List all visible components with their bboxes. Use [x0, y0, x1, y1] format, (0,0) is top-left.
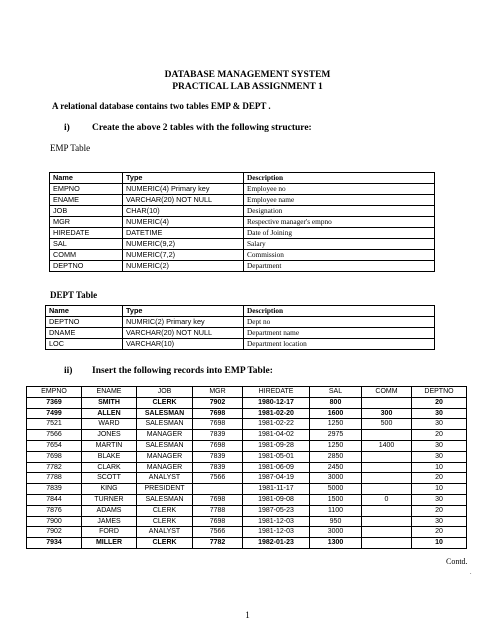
emp-structure-row: [50, 261, 435, 272]
header-type: Type: [123, 173, 244, 184]
cell-job: SALESMAN: [137, 408, 193, 419]
cell-empno: 7698: [27, 451, 82, 462]
cell-job: ANALYST: [137, 527, 193, 538]
cell-ename: FORD: [82, 527, 137, 538]
cell-name: MGR: [50, 217, 123, 228]
emp-table-caption: EMP Table: [50, 143, 91, 153]
header-description: Description: [244, 306, 435, 317]
table-row: [27, 419, 467, 430]
cell-job: SALESMAN: [137, 440, 193, 451]
cell-type: NUMERIC(4) Primary key: [123, 184, 244, 195]
cell-deptno: 30: [412, 494, 467, 505]
dept-structure-header-row: [46, 306, 435, 317]
col-mgr: MGR: [193, 387, 243, 398]
page-number: 1: [245, 610, 250, 620]
cell-deptno: 30: [412, 516, 467, 527]
cell-type: NUMRIC(2) Primary key: [123, 317, 244, 328]
cell-deptno: 30: [412, 440, 467, 451]
emp-structure-table: [49, 172, 435, 272]
cell-sal: 1300: [310, 538, 362, 549]
cell-mgr: 7839: [193, 462, 243, 473]
cell-ename: ALLEN: [82, 408, 137, 419]
cell-deptno: 30: [412, 451, 467, 462]
table-row: [27, 538, 467, 549]
table-row: [27, 430, 467, 441]
cell-empno: 7876: [27, 505, 82, 516]
cell-name: JOB: [50, 206, 123, 217]
cell-empno: 7782: [27, 462, 82, 473]
cell-hiredate: 1987-05-23: [243, 505, 310, 516]
cell-hiredate: 1987-04-19: [243, 473, 310, 484]
cell-mgr: 7698: [193, 408, 243, 419]
cell-comm: [362, 527, 412, 538]
dept-structure-row: [46, 328, 435, 339]
dept-table-caption: DEPT Table: [50, 290, 98, 300]
cell-comm: [362, 397, 412, 408]
emp-structure-header-row: [50, 173, 435, 184]
col-comm: COMM: [362, 387, 412, 398]
col-ename: ENAME: [82, 387, 137, 398]
step-1-number: i): [64, 123, 70, 133]
cell-comm: [362, 462, 412, 473]
cell-mgr: 7566: [193, 527, 243, 538]
cell-deptno: 30: [412, 408, 467, 419]
cell-hiredate: 1981-04-02: [243, 430, 310, 441]
table-row: [27, 451, 467, 462]
cell-sal: 1600: [310, 408, 362, 419]
cell-mgr: 7698: [193, 419, 243, 430]
cell-deptno: 10: [412, 538, 467, 549]
table-row: [27, 527, 467, 538]
cell-name: SAL: [50, 239, 123, 250]
cell-description: Department location: [244, 339, 435, 350]
cell-comm: 500: [362, 419, 412, 430]
cell-empno: 7521: [27, 419, 82, 430]
cell-empno: 7900: [27, 516, 82, 527]
cell-sal: 3000: [310, 527, 362, 538]
cell-type: NUMERIC(7,2): [123, 250, 244, 261]
cell-deptno: 20: [412, 430, 467, 441]
cell-description: Date of Joining: [244, 228, 435, 239]
cell-deptno: 30: [412, 419, 467, 430]
cell-hiredate: 1981-06-09: [243, 462, 310, 473]
document-title-line2: PRACTICAL LAB ASSIGNMENT 1: [172, 82, 323, 92]
cell-comm: 0: [362, 494, 412, 505]
table-row: [27, 473, 467, 484]
cell-mgr: 7839: [193, 451, 243, 462]
table-row: [27, 397, 467, 408]
table-row: [27, 505, 467, 516]
cell-hiredate: 1981-02-22: [243, 419, 310, 430]
cell-hiredate: 1981-12-03: [243, 527, 310, 538]
emp-structure-row: [50, 250, 435, 261]
cell-description: Employee no: [244, 184, 435, 195]
cell-ename: JONES: [82, 430, 137, 441]
cell-type: CHAR(10): [123, 206, 244, 217]
cell-comm: [362, 430, 412, 441]
cell-sal: 2850: [310, 451, 362, 462]
cell-name: COMM: [50, 250, 123, 261]
cell-comm: [362, 451, 412, 462]
table-row: [27, 484, 467, 495]
cell-empno: 7934: [27, 538, 82, 549]
col-empno: EMPNO: [27, 387, 82, 398]
step-2-text: Insert the following records into EMP Table:: [92, 366, 273, 376]
cell-description: Employee name: [244, 195, 435, 206]
cell-sal: 1100: [310, 505, 362, 516]
cell-description: Respective manager's empno: [244, 217, 435, 228]
dept-structure-row: [46, 339, 435, 350]
cell-deptno: 10: [412, 462, 467, 473]
cell-comm: 1400: [362, 440, 412, 451]
cell-sal: 2975: [310, 430, 362, 441]
cell-type: NUMERIC(4): [123, 217, 244, 228]
cell-job: CLERK: [137, 516, 193, 527]
cell-mgr: 7839: [193, 430, 243, 441]
emp-records-table: [26, 386, 467, 549]
cell-ename: BLAKE: [82, 451, 137, 462]
dept-structure-table: [45, 305, 435, 350]
table-row: [27, 494, 467, 505]
document-title-line1: DATABASE MANAGEMENT SYSTEM: [164, 70, 331, 80]
emp-structure-row: [50, 217, 435, 228]
cell-ename: KING: [82, 484, 137, 495]
cell-mgr: 7566: [193, 473, 243, 484]
cell-job: SALESMAN: [137, 419, 193, 430]
cell-ename: MARTIN: [82, 440, 137, 451]
cell-type: DATETIME: [123, 228, 244, 239]
emp-structure-row: [50, 228, 435, 239]
cell-hiredate: 1981-02-20: [243, 408, 310, 419]
cell-mgr: 7902: [193, 397, 243, 408]
cell-hiredate: 1981-05-01: [243, 451, 310, 462]
cell-name: EMPNO: [50, 184, 123, 195]
step-1-text: Create the above 2 tables with the following structure:: [92, 123, 312, 133]
cell-job: CLERK: [137, 538, 193, 549]
cell-comm: [362, 516, 412, 527]
cell-type: NUMERIC(2): [123, 261, 244, 272]
cell-ename: SCOTT: [82, 473, 137, 484]
cell-description: Department: [244, 261, 435, 272]
cell-sal: 2450: [310, 462, 362, 473]
col-sal: SAL: [310, 387, 362, 398]
cell-empno: 7654: [27, 440, 82, 451]
cell-mgr: [193, 484, 243, 495]
cell-ename: MILLER: [82, 538, 137, 549]
cell-hiredate: 1981-11-17: [243, 484, 310, 495]
cell-description: Commission: [244, 250, 435, 261]
cell-comm: 300: [362, 408, 412, 419]
step-2-number: ii): [64, 366, 73, 376]
cell-empno: 7788: [27, 473, 82, 484]
cell-type: NUMERIC(9,2): [123, 239, 244, 250]
cell-sal: 950: [310, 516, 362, 527]
header-name: Name: [50, 173, 123, 184]
cell-hiredate: 1981-09-28: [243, 440, 310, 451]
emp-structure-row: [50, 195, 435, 206]
cell-mgr: 7698: [193, 494, 243, 505]
cell-comm: [362, 538, 412, 549]
cell-mgr: 7698: [193, 440, 243, 451]
cell-name: ENAME: [50, 195, 123, 206]
cell-name: DEPTNO: [50, 261, 123, 272]
cell-hiredate: 1982-01-23: [243, 538, 310, 549]
cell-job: MANAGER: [137, 430, 193, 441]
cell-job: PRESIDENT: [137, 484, 193, 495]
cell-empno: 7844: [27, 494, 82, 505]
cell-sal: 5000: [310, 484, 362, 495]
cell-mgr: 7782: [193, 538, 243, 549]
cell-empno: 7369: [27, 397, 82, 408]
table-row: [27, 440, 467, 451]
cell-description: Department name: [244, 328, 435, 339]
cell-deptno: 20: [412, 527, 467, 538]
cell-mgr: 7698: [193, 516, 243, 527]
cell-sal: 1250: [310, 419, 362, 430]
cell-ename: CLARK: [82, 462, 137, 473]
cell-hiredate: 1981-12-03: [243, 516, 310, 527]
cell-empno: 7566: [27, 430, 82, 441]
cell-job: MANAGER: [137, 462, 193, 473]
footer-dot: .: [470, 570, 472, 576]
cell-empno: 7839: [27, 484, 82, 495]
cell-job: SALESMAN: [137, 494, 193, 505]
cell-name: DNAME: [46, 328, 123, 339]
cell-ename: ADAMS: [82, 505, 137, 516]
cell-deptno: 20: [412, 473, 467, 484]
cell-deptno: 20: [412, 505, 467, 516]
cell-job: CLERK: [137, 505, 193, 516]
cell-deptno: 10: [412, 484, 467, 495]
cell-name: DEPTNO: [46, 317, 123, 328]
cell-type: VARCHAR(20) NOT NULL: [123, 328, 244, 339]
cell-comm: [362, 473, 412, 484]
cell-type: VARCHAR(20) NOT NULL: [123, 195, 244, 206]
cell-job: CLERK: [137, 397, 193, 408]
cell-job: ANALYST: [137, 473, 193, 484]
header-type: Type: [123, 306, 244, 317]
cell-ename: SMITH: [82, 397, 137, 408]
cell-empno: 7902: [27, 527, 82, 538]
continued-note: Contd.: [446, 557, 468, 566]
cell-description: Dept no: [244, 317, 435, 328]
cell-sal: 1500: [310, 494, 362, 505]
cell-hiredate: 1981-09-08: [243, 494, 310, 505]
cell-name: HIREDATE: [50, 228, 123, 239]
dept-structure-row: [46, 317, 435, 328]
cell-ename: TURNER: [82, 494, 137, 505]
cell-type: VARCHAR(10): [123, 339, 244, 350]
intro-text: A relational database contains two tables EMP & DEPT .: [52, 101, 271, 111]
emp-records-header-row: [27, 387, 467, 398]
cell-mgr: 7788: [193, 505, 243, 516]
cell-deptno: 20: [412, 397, 467, 408]
table-row: [27, 462, 467, 473]
cell-ename: JAMES: [82, 516, 137, 527]
header-description: Description: [244, 173, 435, 184]
col-job: JOB: [137, 387, 193, 398]
cell-name: LOC: [46, 339, 123, 350]
table-row: [27, 408, 467, 419]
cell-sal: 3000: [310, 473, 362, 484]
emp-structure-row: [50, 184, 435, 195]
cell-job: MANAGER: [137, 451, 193, 462]
emp-structure-row: [50, 206, 435, 217]
cell-empno: 7499: [27, 408, 82, 419]
cell-comm: [362, 505, 412, 516]
cell-hiredate: 1980-12-17: [243, 397, 310, 408]
header-name: Name: [46, 306, 123, 317]
emp-structure-row: [50, 239, 435, 250]
cell-description: Salary: [244, 239, 435, 250]
cell-sal: 1250: [310, 440, 362, 451]
cell-sal: 800: [310, 397, 362, 408]
cell-comm: [362, 484, 412, 495]
cell-ename: WARD: [82, 419, 137, 430]
table-row: [27, 516, 467, 527]
cell-description: Designation: [244, 206, 435, 217]
col-hiredate: HIREDATE: [243, 387, 310, 398]
col-deptno: DEPTNO: [412, 387, 467, 398]
